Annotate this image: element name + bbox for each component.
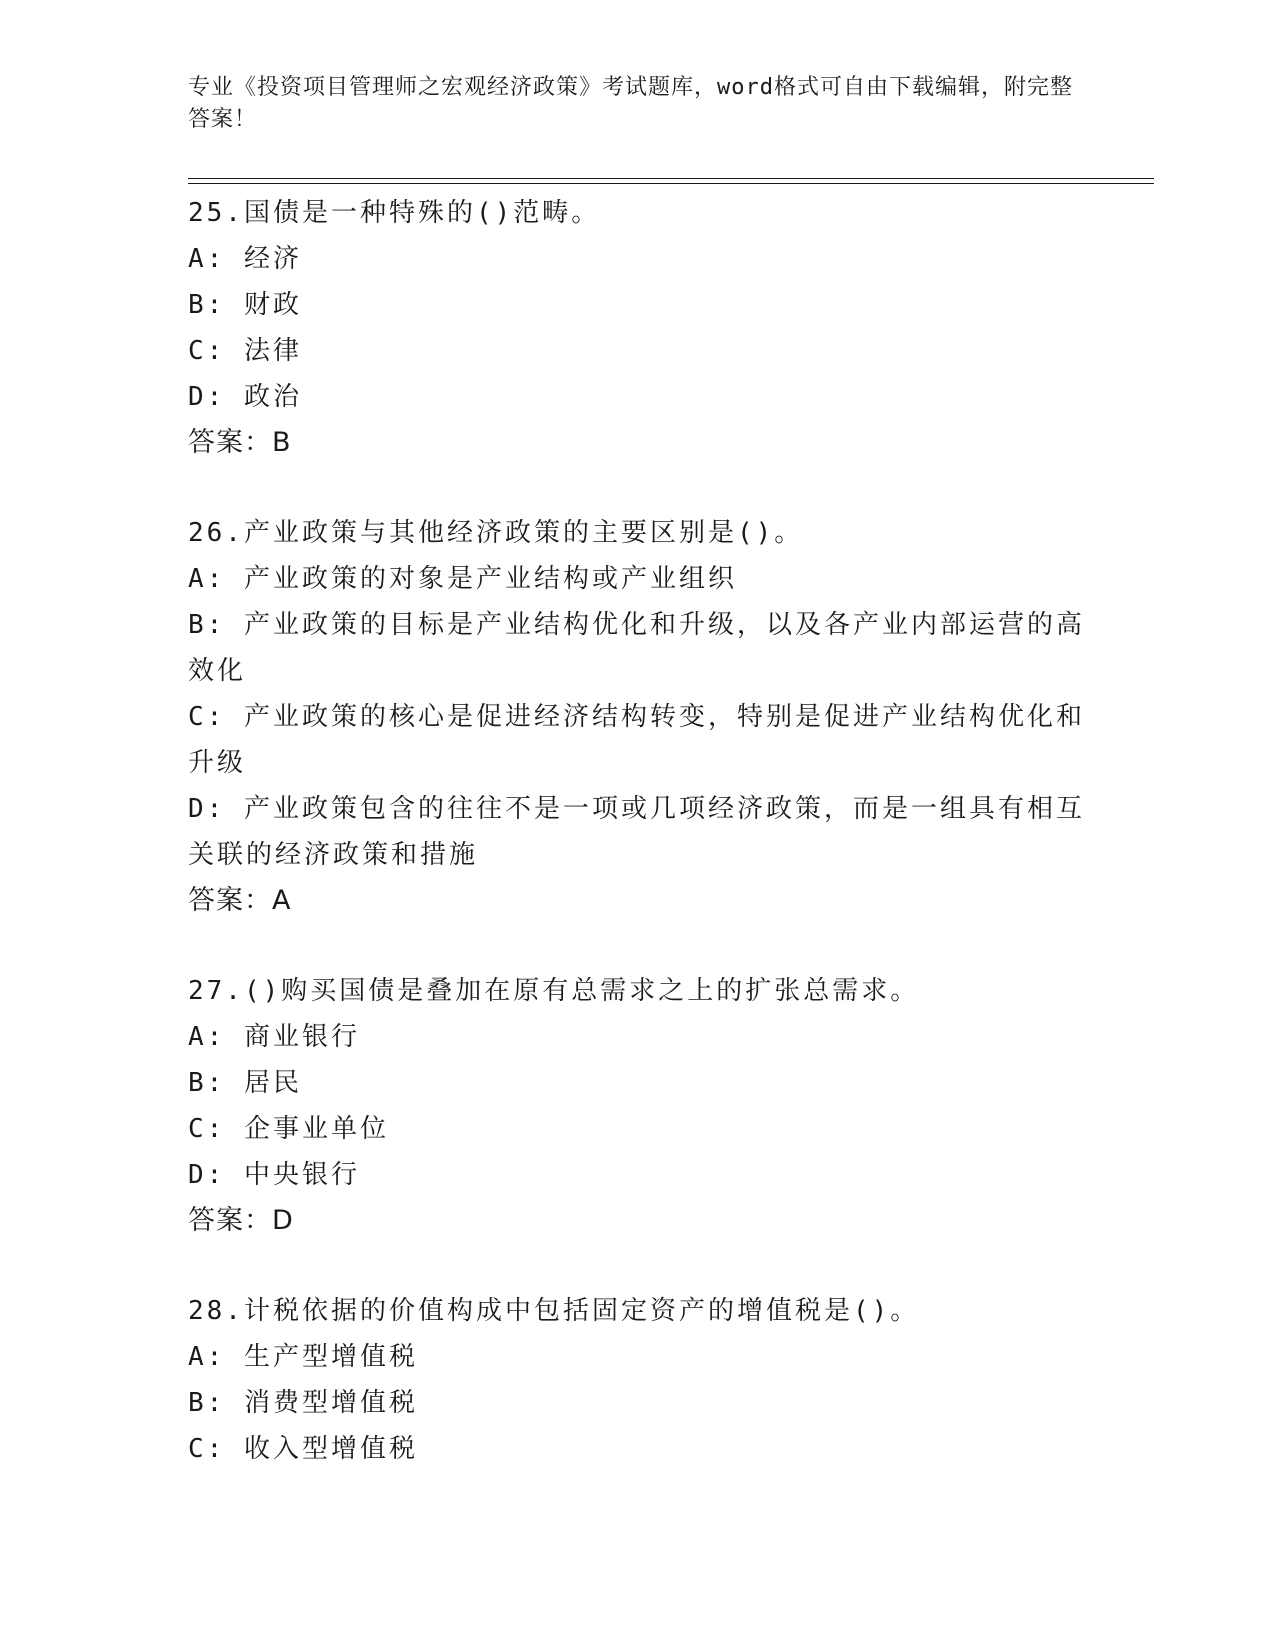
- option-c: C: 收入型增值税: [188, 1434, 418, 1464]
- option-b: B: 消费型增值税: [188, 1388, 418, 1418]
- question-25: [188, 190, 1088, 466]
- option-c: C: 法律: [188, 336, 302, 366]
- answer-line: 答案：A: [188, 885, 292, 916]
- option-d: D: 产业政策包含的往往不是一项或几项经济政策，而是一组具有相互关联的经济政策和措施: [188, 794, 1085, 870]
- question-spacer: [188, 924, 1088, 968]
- header-divider-top: [188, 178, 1154, 179]
- option-c: C: 产业政策的核心是促进经济结构转变，特别是促进产业结构优化和升级: [188, 702, 1085, 778]
- question-stem: 27.()购买国债是叠加在原有总需求之上的扩张总需求。: [188, 976, 920, 1006]
- question-stem: 26.产业政策与其他经济政策的主要区别是()。: [188, 518, 804, 548]
- question-stem: 28.计税依据的价值构成中包括固定资产的增值税是()。: [188, 1296, 920, 1326]
- answer-line: 答案：D: [188, 1205, 294, 1236]
- question-stem: 25.国债是一种特殊的()范畴。: [188, 198, 601, 228]
- question-28: [188, 1288, 1088, 1472]
- document-intro: 专业《投资项目管理师之宏观经济政策》考试题库，word格式可自由下载编辑，附完整答案！: [188, 75, 1073, 132]
- option-b: B: 居民: [188, 1068, 302, 1098]
- answer-line: 答案：B: [188, 427, 292, 458]
- option-c: C: 企事业单位: [188, 1114, 389, 1144]
- option-b: B: 财政: [188, 290, 302, 320]
- option-a: A: 商业银行: [188, 1022, 360, 1052]
- option-d: D: 政治: [188, 382, 302, 412]
- question-spacer: [188, 466, 1088, 510]
- option-d: D: 中央银行: [188, 1160, 360, 1190]
- option-a: A: 生产型增值税: [188, 1342, 418, 1372]
- option-a: A: 经济: [188, 244, 302, 274]
- question-26: [188, 510, 1088, 924]
- option-b: B: 产业政策的目标是产业结构优化和升级，以及各产业内部运营的高效化: [188, 610, 1085, 686]
- header-divider-bottom: [188, 183, 1154, 184]
- question-spacer: [188, 1244, 1088, 1288]
- question-27: [188, 968, 1088, 1244]
- option-a: A: 产业政策的对象是产业结构或产业组织: [188, 564, 737, 594]
- question-list: [188, 190, 1088, 1472]
